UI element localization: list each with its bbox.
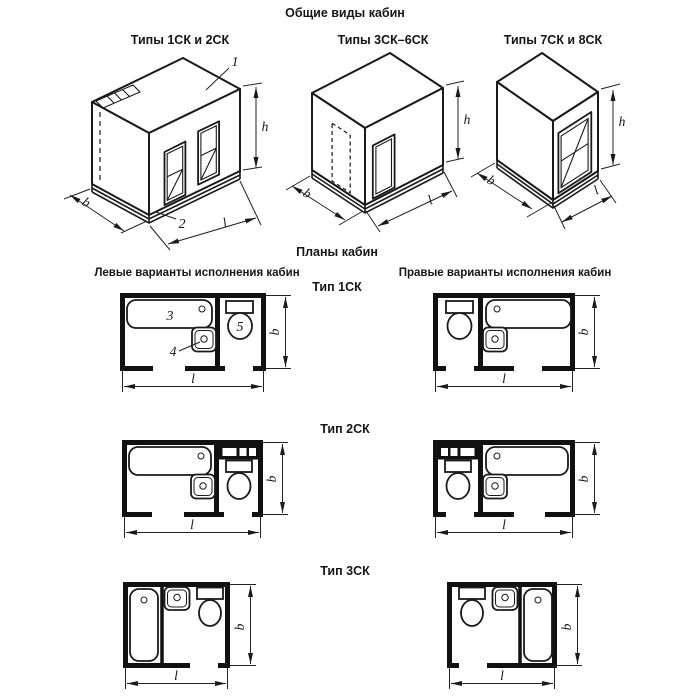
dim-label-b: b [232,623,247,631]
iso-view-types-3sk-6sk [286,53,471,232]
door-opening [373,134,395,198]
door-opening-1 [165,142,186,206]
washbasin [483,328,507,352]
dim-label-l: l [502,517,506,532]
dim-label-l: l [502,371,506,386]
dimension-b [266,296,291,369]
dim-label-b: b [576,328,591,336]
dimension-l [123,371,264,392]
washbasin [483,475,507,499]
dim-label-b: b [576,475,591,483]
row-label-type-2sk: Тип 2СК [320,422,370,436]
bathtub [486,447,568,475]
iso-view-types-7sk-8sk [471,53,626,229]
toilet [197,588,223,627]
toilet [459,588,485,627]
dimension-h [446,81,471,162]
iso-view-types-1sk-2sk [64,55,269,250]
dim-label-l: l [174,668,178,683]
toilet [446,301,473,339]
plan-type-2sk-right [433,440,600,538]
header-right-variants: Правые варианты исполнения кабин [398,267,612,279]
column-header-2: Типы 3СК–6СК [337,33,429,47]
ventilation-duct [219,445,259,459]
header-left-variants: Левые варианты исполнения кабин [94,267,300,279]
toilet [226,461,252,500]
row-label-type-1sk: Тип 1СК [312,280,362,294]
column-header-3: Типы 7СК и 8СК [503,33,603,47]
bathtub [130,589,158,661]
dimension-b [230,585,256,666]
dimension-b [575,296,600,369]
row-label-type-3sk: Тип 3СК [320,564,370,578]
dimension-b [575,443,600,515]
dim-label-l: l [190,517,194,532]
bathtub [524,589,552,661]
dim-label-l: l [191,371,195,386]
bathtub [486,300,571,328]
callout-base [156,212,186,232]
dimension-b [557,585,582,666]
bathtub [129,447,211,475]
dim-label-b: b [559,623,574,631]
dim-label-l: l [590,182,602,198]
column-header-1: Типы 1СК и 2СК [130,33,230,47]
dim-label-b: b [79,194,94,211]
dimension-h [243,83,269,170]
plan-type-1sk-left [120,293,291,392]
dimension-l [436,517,573,538]
dim-label-b: b [300,185,315,202]
washbasin [493,587,518,610]
callout-4: 4 [169,345,177,360]
dim-label-b: b [267,328,282,336]
dimension-l [125,517,261,538]
dimension-l [450,668,555,689]
dimension-b [263,443,288,515]
dimension-h [601,84,626,169]
callout-2: 2 [178,217,186,232]
dimension-l [126,668,228,689]
dim-label-h: h [463,112,471,127]
washbasin [192,328,216,352]
callout-1: 1 [231,55,239,70]
dim-label-l: l [425,192,435,208]
washbasin [165,587,190,610]
callout-5: 5 [236,320,244,335]
title-plans: Планы кабин [296,245,378,259]
door-opening-2 [198,121,219,184]
plan-type-3sk-left [123,582,256,689]
callout-3: 3 [166,309,174,324]
dim-label-h: h [618,114,626,129]
plan-type-2sk-left [122,440,288,538]
dim-label-l: l [500,668,504,683]
dim-label-h: h [261,119,269,134]
title-general-views: Общие виды кабин [285,6,405,20]
toilet [445,461,471,500]
ventilation-duct [438,445,479,459]
plan-type-1sk-right [433,293,600,392]
dim-label-b: b [484,172,499,189]
dim-label-l: l [220,214,229,231]
dim-label-b: b [264,475,279,483]
dimension-l [436,371,573,392]
plan-type-3sk-right [447,582,582,689]
washbasin [191,475,215,499]
